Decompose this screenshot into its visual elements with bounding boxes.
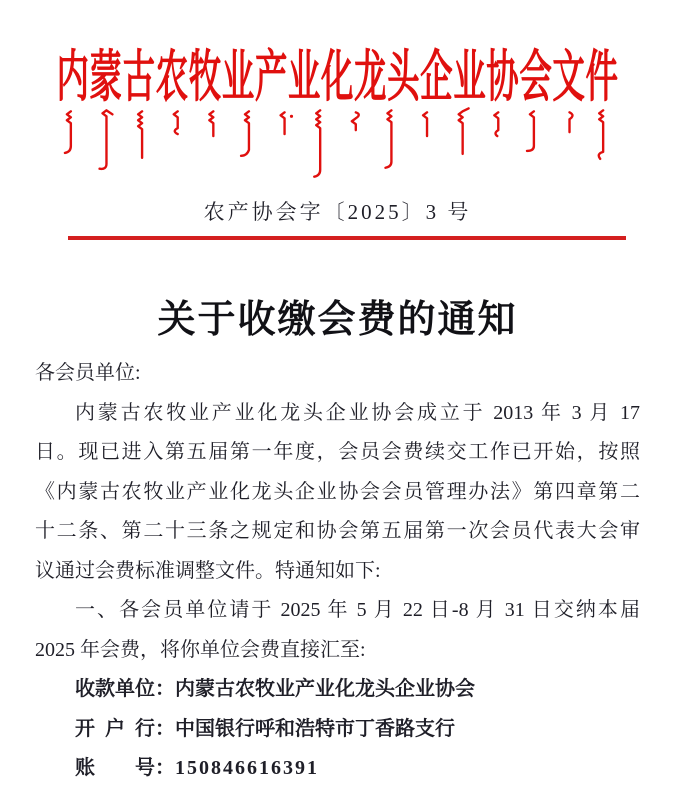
bank-info-label: 开户行 [75,717,155,740]
body-line: 《内蒙古农牧业产业化龙头企业协会会员管理办法》第四章第二 [35,480,640,503]
bank-info-label: 收款单位 [75,678,155,700]
body-line: 一、各会员单位请于 2025 年 5 月 22 日-8 月 31 日交纳本届 [75,599,640,621]
notice-title: 关于收缴会费的通知 [157,299,518,341]
body-line: 内蒙古农牧业产业化龙头企业协会成立于 2013 年 3 月 17 [75,401,640,424]
mongolian-script-row [57,106,617,182]
bank-info-value: 中国银行呼和浩特市丁香路支行 [175,717,455,740]
bank-info-line [35,670,640,710]
body-line: 议通过会费标准调整文件。特通知如下: [35,559,381,582]
body-line: 十二条、第二十三条之规定和协会第五届第一次会员代表大会审 [35,520,640,542]
body-line: 日。现已进入第五届第一年度，会员会费续交工作已开始，按照 [35,441,640,463]
document-body [35,354,640,789]
mongolian-script-graphic [57,106,617,182]
bank-info-value: 150846616391 [175,757,319,779]
bank-info-line [35,710,640,750]
body-line: 各会员单位: [35,362,141,384]
letterhead-org-title: 内蒙古农牧业产业化龙头企业协会文件 [56,47,619,109]
bank-info-colon: ： [155,757,175,779]
bank-info-colon: ： [155,717,175,740]
document-number: 农产协会字〔2025〕3 号 [203,200,472,224]
bank-info-colon: ： [155,678,175,700]
red-divider-line [68,236,626,240]
bank-info-value: 内蒙古农牧业产业化龙头企业协会 [175,678,475,700]
bank-info-label: 账号 [75,757,155,779]
body-line: 2025 年会费，将你单位会费直接汇至: [35,638,366,661]
bank-info-line [35,749,640,789]
